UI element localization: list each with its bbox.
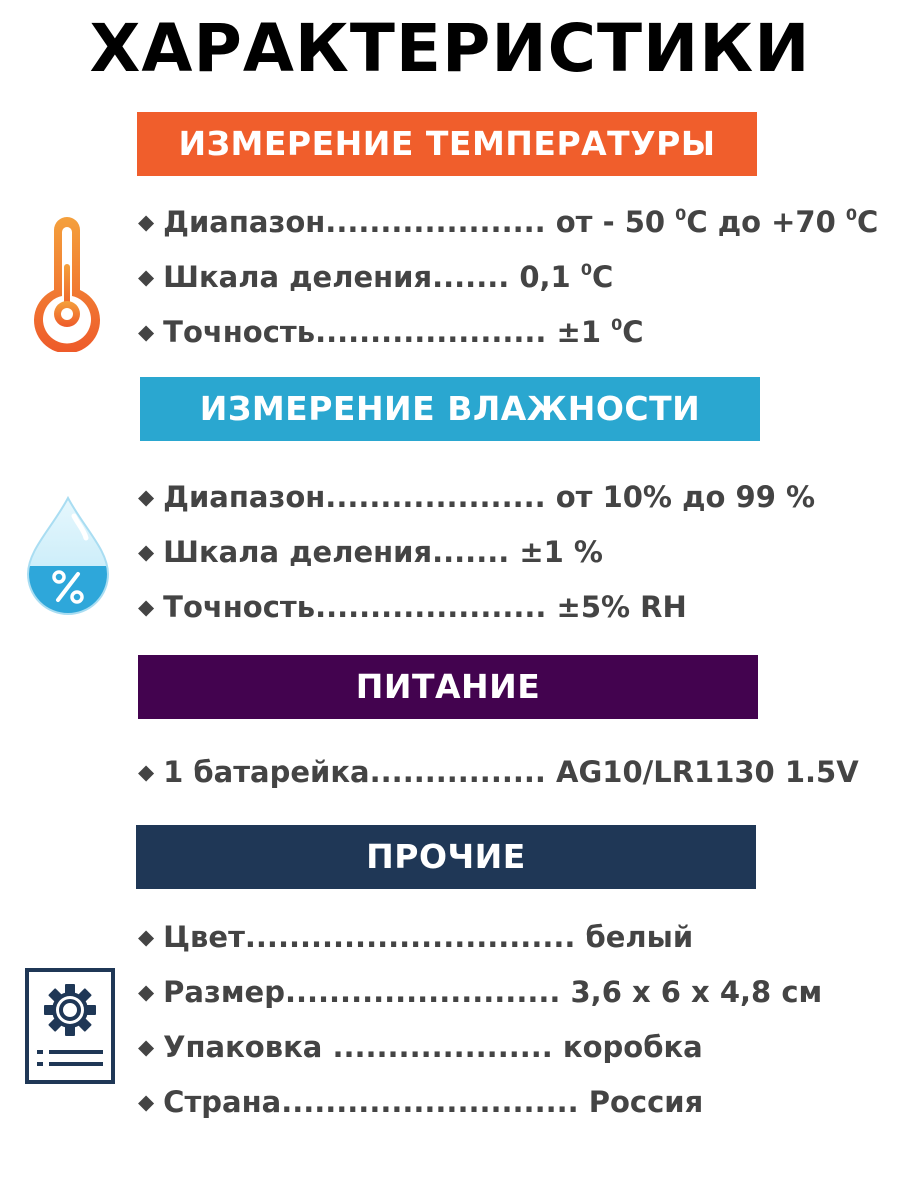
humidity-section-heading: ИЗМЕРЕНИЕ ВЛАЖНОСТИ [199, 389, 701, 428]
thermometer-icon [26, 210, 108, 352]
humidity-range-row: ◆ Диапазон.................... от 10% до 99 % [138, 477, 815, 517]
bullet-icon: ◆ [138, 210, 155, 234]
humidity-section-banner [140, 377, 760, 441]
humidity-accuracy-row: ◆ Точность..................... ±5% RH [138, 587, 687, 627]
water-drop-percent-icon [22, 494, 114, 618]
temperature-section-heading: ИЗМЕРЕНИЕ ТЕМПЕРАТУРЫ [178, 124, 716, 163]
temperature-accuracy-row: ◆ Точность..................... ±1 $^0$С [138, 312, 644, 352]
bullet-icon: ◆ [138, 595, 155, 619]
page-title: ХАРАКТЕРИСТИКИ [89, 10, 811, 87]
bullet-icon: ◆ [138, 1090, 155, 1114]
settings-document-icon [25, 968, 115, 1084]
country-row: ◆ Страна........................... Россия [138, 1082, 703, 1122]
power-section-banner [138, 655, 758, 719]
humidity-scale-row: ◆ Шкала деления....... ±1 % [138, 532, 603, 572]
color-row: ◆ Цвет.............................. белый [138, 917, 693, 957]
packaging-row: ◆ Упаковка .................... коробка [138, 1027, 703, 1067]
bullet-icon: ◆ [138, 980, 155, 1004]
bullet-icon: ◆ [138, 485, 155, 509]
temperature-section-banner [137, 112, 757, 176]
other-section-heading: ПРОЧИЕ [366, 837, 526, 876]
power-section-heading: ПИТАНИЕ [355, 667, 541, 706]
bullet-icon: ◆ [138, 760, 155, 784]
bullet-icon: ◆ [138, 1035, 155, 1059]
temperature-range-row: ◆ Диапазон.................... от - 50 $^0$С до +70 $^0$С [138, 202, 878, 242]
other-section-banner [136, 825, 756, 889]
temperature-scale-row: ◆ Шкала деления....... 0,1 $^0$С [138, 257, 613, 297]
battery-row: ◆ 1 батарейка................ AG10/LR1130 1.5V [138, 752, 859, 792]
bullet-icon: ◆ [138, 320, 155, 344]
bullet-icon: ◆ [138, 265, 155, 289]
size-row: ◆ Размер......................... 3,6 х 6 х 4,8 см [138, 972, 822, 1012]
bullet-icon: ◆ [138, 540, 155, 564]
bullet-icon: ◆ [138, 925, 155, 949]
